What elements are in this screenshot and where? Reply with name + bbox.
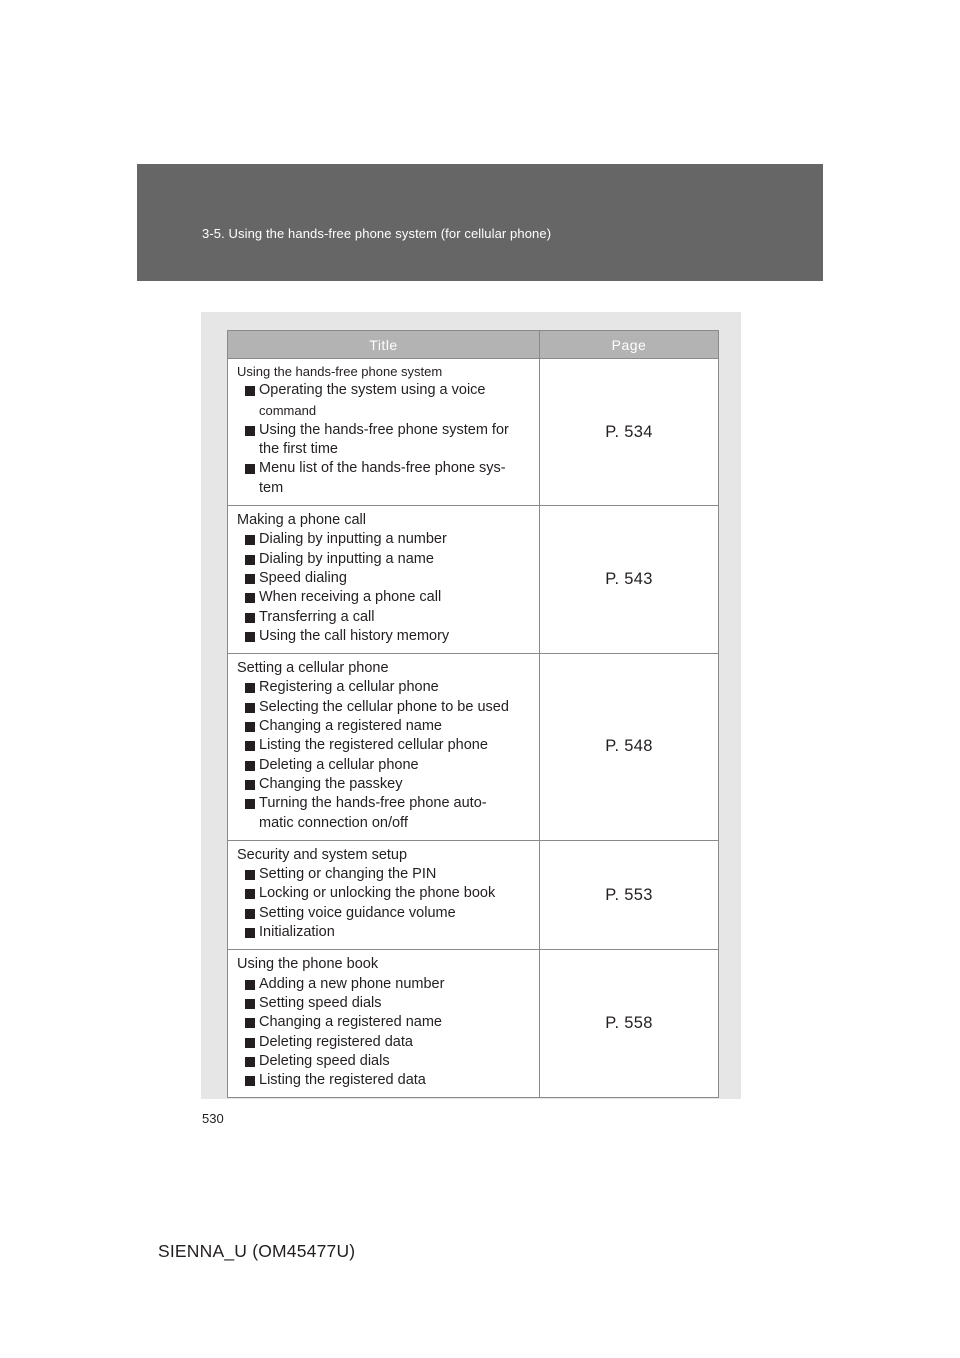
square-bullet-icon — [245, 535, 255, 545]
row-title: Setting a cellular phone — [237, 660, 389, 677]
square-bullet-icon — [245, 741, 255, 751]
list-item: Setting speed dials — [237, 994, 535, 1013]
list-item: Locking or unlocking the phone book — [237, 884, 535, 903]
chapter-header-band — [137, 164, 823, 281]
list-item: Listing the registered data — [237, 1071, 535, 1090]
square-bullet-icon — [245, 1018, 255, 1028]
item-list — [237, 381, 535, 498]
row-title-cell — [228, 950, 540, 1098]
row-title-cell — [228, 506, 540, 654]
table-row — [228, 840, 719, 949]
page-reference: P. 548 — [540, 654, 719, 841]
page-reference: P. 543 — [540, 506, 719, 654]
list-item: Using the call history memory — [237, 627, 535, 646]
square-bullet-icon — [245, 928, 255, 938]
row-title-cell — [228, 654, 540, 841]
square-bullet-icon — [245, 632, 255, 642]
list-item: Registering a cellular phone — [237, 678, 535, 697]
square-bullet-icon — [245, 593, 255, 603]
square-bullet-icon — [245, 683, 255, 693]
column-header-title: Title — [228, 331, 540, 359]
square-bullet-icon — [245, 574, 255, 584]
list-item: Adding a new phone number — [237, 975, 535, 994]
list-item: Listing the registered cellular phone — [237, 736, 535, 755]
square-bullet-icon — [245, 464, 255, 474]
square-bullet-icon — [245, 386, 255, 396]
square-bullet-icon — [245, 1076, 255, 1086]
item-list — [237, 678, 535, 832]
row-title: Using the hands-free phone system — [237, 364, 443, 379]
square-bullet-icon — [245, 703, 255, 713]
list-item: Dialing by inputting a number — [237, 530, 535, 549]
list-item: Dialing by inputting a name — [237, 550, 535, 569]
square-bullet-icon — [245, 722, 255, 732]
table-row — [228, 950, 719, 1098]
list-item: Deleting registered data — [237, 1033, 535, 1052]
list-item: Deleting speed dials — [237, 1052, 535, 1071]
square-bullet-icon — [245, 613, 255, 623]
item-list — [237, 865, 535, 942]
page-reference: P. 558 — [540, 950, 719, 1098]
list-item: Speed dialing — [237, 569, 535, 588]
list-item: Operating the system using a voice command — [237, 381, 535, 421]
table-row — [228, 654, 719, 841]
row-title-cell — [228, 840, 540, 949]
list-item: When receiving a phone call — [237, 588, 535, 607]
list-item: Setting voice guidance volume — [237, 904, 535, 923]
square-bullet-icon — [245, 999, 255, 1009]
square-bullet-icon — [245, 889, 255, 899]
square-bullet-icon — [245, 780, 255, 790]
list-item: Using the hands-free phone system for the first time — [237, 421, 535, 460]
row-title: Making a phone call — [237, 512, 366, 529]
square-bullet-icon — [245, 909, 255, 919]
list-item: Initialization — [237, 923, 535, 942]
square-bullet-icon — [245, 980, 255, 990]
page-reference: P. 534 — [540, 359, 719, 506]
row-title: Using the phone book — [237, 956, 379, 973]
square-bullet-icon — [245, 761, 255, 771]
square-bullet-icon — [245, 426, 255, 436]
column-header-page: Page — [540, 331, 719, 359]
document-code: SIENNA_U (OM45477U) — [158, 1241, 356, 1261]
table-row — [228, 359, 719, 506]
index-table — [227, 330, 719, 1098]
list-item: Setting or changing the PIN — [237, 865, 535, 884]
list-item: Selecting the cellular phone to be used — [237, 698, 535, 717]
page-reference: P. 553 — [540, 840, 719, 949]
row-title-cell — [228, 359, 540, 506]
square-bullet-icon — [245, 555, 255, 565]
list-item: Changing a registered name — [237, 717, 535, 736]
table-row — [228, 506, 719, 654]
page-number: 530 — [202, 1111, 224, 1126]
table-header-row — [228, 331, 719, 359]
list-item: Deleting a cellular phone — [237, 756, 535, 775]
chapter-section-title: 3-5. Using the hands-free phone system (for cellular phone) — [202, 226, 552, 241]
square-bullet-icon — [245, 799, 255, 809]
square-bullet-icon — [245, 1057, 255, 1067]
square-bullet-icon — [245, 1038, 255, 1048]
list-item: Menu list of the hands-free phone sys- tem — [237, 459, 535, 498]
square-bullet-icon — [245, 870, 255, 880]
list-item: Changing a registered name — [237, 1013, 535, 1032]
item-list — [237, 530, 535, 646]
item-list — [237, 975, 535, 1091]
list-item: Changing the passkey — [237, 775, 535, 794]
row-title: Security and system setup — [237, 846, 408, 863]
list-item: Transferring a call — [237, 608, 535, 627]
list-item: Turning the hands-free phone auto- matic connection on/off — [237, 794, 535, 833]
